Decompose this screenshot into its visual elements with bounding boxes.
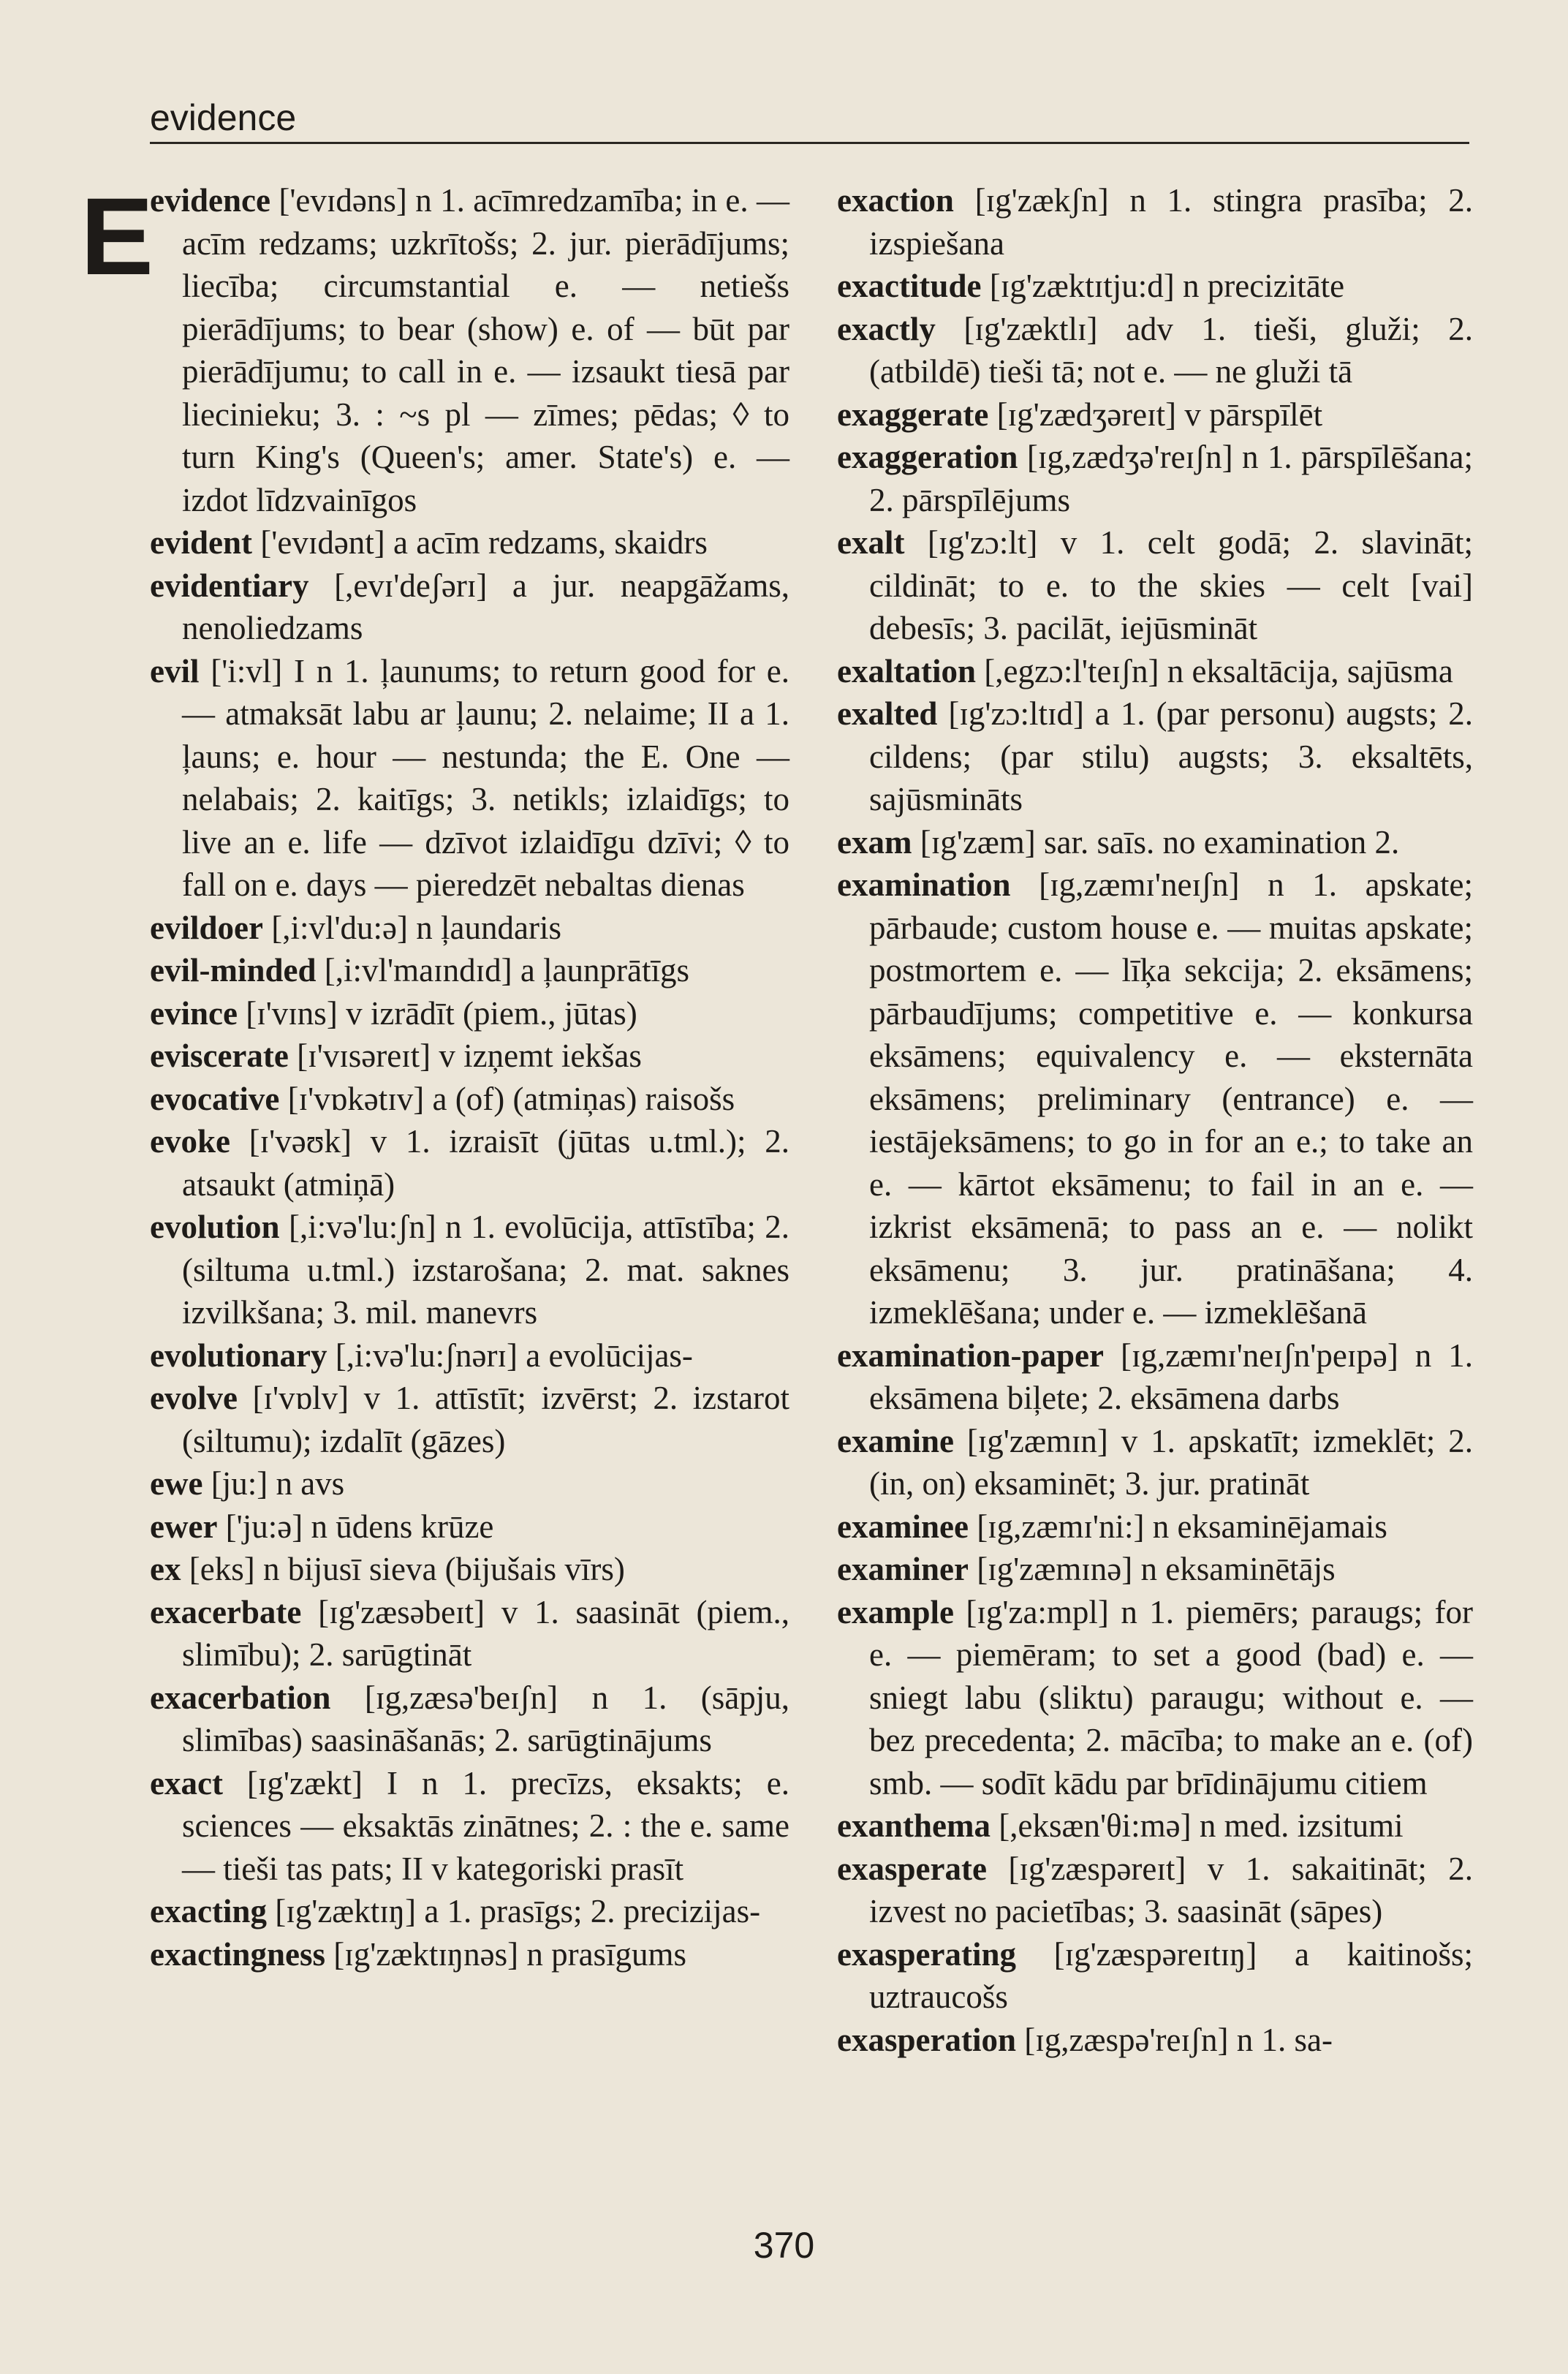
- entry-headword: ex: [150, 1551, 181, 1587]
- dictionary-entry: [837, 2019, 1473, 2062]
- dictionary-entry: [837, 265, 1473, 308]
- entry-pronunciation: [ju:]: [211, 1465, 268, 1502]
- entry-pronunciation: [ɪg'zæktɪŋnəs]: [333, 1935, 519, 1973]
- entry-definition: n 1. sa-: [1236, 2021, 1333, 2058]
- dictionary-entry: [150, 1120, 789, 1206]
- entry-headword: exasperating: [837, 1935, 1016, 1973]
- entry-pronunciation: [ɪg'zækt]: [246, 1764, 363, 1802]
- entry-pronunciation: [ɪg'zɔ:lt]: [927, 524, 1038, 561]
- section-letter: E: [80, 175, 154, 298]
- dictionary-entry: [150, 1591, 789, 1676]
- entry-definition: n eksaltācija, sajūsma: [1167, 652, 1453, 689]
- entry-pronunciation: [ɪg'zæmɪnə]: [977, 1551, 1133, 1587]
- entry-pronunciation: [ɪg'zæm]: [920, 823, 1036, 861]
- entry-definition: n ļaundaris: [416, 909, 561, 946]
- entry-headword: eviscerate: [150, 1037, 289, 1074]
- entry-headword: exacting: [150, 1893, 267, 1929]
- entry-pronunciation: [,i:və'lu:ʃn]: [288, 1209, 436, 1245]
- dictionary-entry: [150, 1505, 789, 1549]
- entry-pronunciation: [ɪg,zæmɪ'neɪʃn'peɪpə]: [1120, 1337, 1398, 1374]
- entry-pronunciation: [ɪ'vɪsəreɪt]: [297, 1037, 431, 1074]
- dictionary-entry: [150, 1078, 789, 1121]
- entry-headword: examination-paper: [837, 1337, 1104, 1374]
- entry-definition: a kaitinošs; uztraucošs: [869, 1935, 1474, 2015]
- entry-pronunciation: [eks]: [189, 1551, 255, 1587]
- right-column: [837, 179, 1473, 2061]
- dictionary-entry: [837, 863, 1473, 1334]
- dictionary-entry: [837, 179, 1473, 265]
- entry-definition: v 1. apskatīt; izmeklēt; 2. (in, on) eksaminēt; 3. jur. pratināt: [869, 1422, 1473, 1502]
- entry-definition: n 1. eksāmena biļete; 2. eksāmena darbs: [869, 1337, 1473, 1416]
- entry-headword: example: [837, 1593, 954, 1630]
- entry-headword: exasperation: [837, 2021, 1016, 2058]
- entry-pronunciation: [ɪg,zæmɪ'neɪʃn]: [1039, 866, 1240, 903]
- entry-pronunciation: [,i:vl'maɪndɪd]: [324, 952, 512, 988]
- entry-headword: evolutionary: [150, 1337, 327, 1374]
- dictionary-entry: [150, 1206, 789, 1334]
- dictionary-entry: [150, 992, 789, 1035]
- dictionary-entry: [837, 1505, 1473, 1549]
- entry-headword: evildoer: [150, 909, 263, 946]
- entry-definition: v 1. sakaitināt; 2. izvest no pacietības; 3. saasināt (sāpes): [869, 1850, 1473, 1929]
- entry-definition: n ūdens krūze: [311, 1508, 494, 1545]
- entry-headword: ewer: [150, 1508, 218, 1545]
- entry-headword: evidence: [150, 182, 270, 219]
- dictionary-entry: [837, 393, 1473, 436]
- entry-headword: exaggerate: [837, 396, 989, 433]
- entry-pronunciation: [ɪg'zæspəreɪtɪŋ]: [1053, 1935, 1257, 1973]
- dictionary-entry: [837, 1334, 1473, 1420]
- entry-headword: exacerbate: [150, 1593, 302, 1630]
- entry-definition: n prasīgums: [526, 1935, 687, 1973]
- entry-pronunciation: [ɪg'zæsəbeɪt]: [318, 1593, 485, 1630]
- entry-headword: evocative: [150, 1080, 280, 1117]
- entry-headword: evil-minded: [150, 952, 317, 988]
- entry-definition: n 1. stingra prasība; 2. izspiešana: [869, 182, 1473, 262]
- dictionary-entry: [150, 1933, 789, 1976]
- dictionary-entry: [150, 1676, 789, 1762]
- entry-definition: a (of) (atmiņas) raisošs: [432, 1080, 735, 1117]
- entry-definition: v 1. izraisīt (jūtas u.tml.); 2. atsaukt (atmiņā): [182, 1123, 789, 1203]
- entry-pronunciation: [ɪ'vɒkətɪv]: [287, 1080, 425, 1117]
- entry-definition: a 1. prasīgs; 2. precizijas-: [424, 1893, 761, 1929]
- entry-pronunciation: [ɪg'zæspəreɪt]: [1008, 1850, 1186, 1887]
- header-guide-word: evidence: [150, 97, 297, 138]
- dictionary-entry: [150, 521, 789, 564]
- entry-headword: exanthema: [837, 1807, 991, 1844]
- dictionary-entry: [150, 1762, 789, 1891]
- entry-definition: v pārspīlēt: [1184, 396, 1323, 433]
- entry-definition: v 1. attīstīt; izvērst; 2. izstarot (siltumu); izdalīt (gāzes): [182, 1380, 790, 1459]
- page-number: 370: [753, 2225, 815, 2266]
- entry-headword: examinee: [837, 1508, 969, 1545]
- entry-pronunciation: [ɪg,zædʒə'reɪʃn]: [1026, 439, 1233, 475]
- entry-definition: a 1. (par personu) augsts; 2. cildens; (par stilu) augsts; 3. eksaltēts, sajūsmināts: [869, 695, 1474, 817]
- dictionary-entry: [837, 1591, 1473, 1805]
- entry-pronunciation: [ɪg'zæktɪtju:d]: [989, 268, 1175, 304]
- entry-pronunciation: [ɪg,zæmɪ'ni:]: [977, 1508, 1145, 1545]
- entry-definition: n med. izsitumi: [1199, 1807, 1404, 1844]
- entry-pronunciation: [,eksæn'θi:mə]: [999, 1807, 1192, 1844]
- entry-headword: exacerbation: [150, 1679, 331, 1716]
- entry-definition: v 1. celt godā; 2. slavināt; cildināt; to e. to the skies — celt [vai] debesīs; 3. pacilāt, iejūsmināt: [869, 524, 1474, 646]
- dictionary-entry: [150, 650, 789, 907]
- entry-headword: examiner: [837, 1551, 969, 1587]
- entry-headword: evolution: [150, 1209, 280, 1245]
- entry-pronunciation: ['evɪdənt]: [260, 524, 385, 561]
- entry-definition: n 1. apskate; pārbaude; custom house e. — muitas apskate; postmortem e. — līķa sekcija; 2. eksāmens; pārbaudījums; competitive e. — konkursa eksāmens; equivalency e. — eksternāta eksāmens; preliminary (entrance) e. — iestājeksāmens; to go in for an e.; to take an e. — kārtot eksāmenu; to fail in an e. — izkrist eksāmenā; to pass an e. — nolikt eksāmenu; 3. jur. pratināšana; 4. izmeklēšana; under e. — izmeklēšanā: [869, 866, 1473, 1331]
- entry-pronunciation: [ɪg,zæspə'reɪʃn]: [1024, 2021, 1229, 2058]
- entry-definition: n 1. acīmredzamība; in e. — acīm redzams; uzkrītošs; 2. jur. pierādījums; liecība; circumstantial e. — netiešs pierādījums; to bear (show) e. of — būt par pierādījumu; to call in e. — izsaukt tiesā par liecinieku; 3. : ~s pl — zīmes; pēdas; ◊ to turn King's (Queen's; amer. State's) e. — izdot līdzvainīgos: [182, 182, 790, 518]
- entry-definition: a ļaunprātīgs: [520, 952, 690, 988]
- entry-definition: adv 1. tieši, gluži; 2. (atbildē) tieši tā; not e. — ne gluži tā: [869, 310, 1474, 390]
- dictionary-entry: [150, 949, 789, 992]
- entry-definition: sar. saīs. no examination 2.: [1044, 823, 1400, 861]
- entry-headword: exaggeration: [837, 439, 1018, 475]
- entry-headword: exaction: [837, 182, 954, 219]
- dictionary-entry: [150, 179, 789, 521]
- dictionary-entry: [837, 308, 1473, 393]
- dictionary-entry: [837, 1933, 1473, 2019]
- dictionary-entry: [837, 1420, 1473, 1505]
- entry-definition: n 1. pārspīlēšana; 2. pārspīlējums: [869, 439, 1473, 518]
- dictionary-entry: [150, 1377, 789, 1462]
- entry-pronunciation: [ɪ'vɒlv]: [252, 1380, 349, 1416]
- entry-headword: exasperate: [837, 1850, 987, 1887]
- dictionary-entry: [837, 650, 1473, 693]
- dictionary-entry: [150, 564, 789, 650]
- entry-pronunciation: [ɪ'vəʊk]: [249, 1123, 352, 1160]
- entry-pronunciation: [,evɪ'deʃərɪ]: [334, 567, 488, 604]
- entry-headword: exactingness: [150, 1935, 325, 1973]
- dictionary-entry: [837, 436, 1473, 521]
- entry-definition: n 1. evolūcija, attīstība; 2. (siltuma u.tml.) izstarošana; 2. mat. saknes izvilkšana; 3. mil. manevrs: [182, 1209, 789, 1331]
- entry-headword: evil: [150, 652, 200, 689]
- entry-pronunciation: ['evɪdəns]: [279, 182, 407, 219]
- entry-headword: evince: [150, 994, 238, 1032]
- entry-definition: n avs: [276, 1465, 345, 1502]
- entry-headword: ewe: [150, 1465, 203, 1502]
- entry-pronunciation: [ɪg'za:mpl]: [966, 1593, 1109, 1630]
- entry-pronunciation: ['i:vl]: [211, 652, 283, 689]
- dictionary-entry: [837, 1548, 1473, 1591]
- entry-headword: exalt: [837, 524, 905, 561]
- dictionary-entry: [150, 1462, 789, 1505]
- entry-definition: I n 1. ļaunums; to return good for e. — atmaksāt labu ar ļaunu; 2. nelaime; II a 1. ļauns; e. hour — nestunda; the E. One — nelabais; 2. kaitīgs; 3. netikls; izlaidīgs; to live an e. life — dzīvot izlaidīgu dzīvi; ◊ to fall on e. days — pieredzēt nebaltas dienas: [182, 652, 790, 903]
- entry-definition: v 1. saasināt (piem., slimību); 2. sarūgtināt: [182, 1593, 790, 1673]
- entry-headword: examination: [837, 866, 1011, 903]
- dictionary-entry: [150, 1890, 789, 1933]
- entry-headword: evidentiary: [150, 567, 309, 604]
- entry-pronunciation: [,i:və'lu:ʃnərɪ]: [335, 1337, 518, 1374]
- entry-headword: exactitude: [837, 268, 982, 304]
- entry-headword: exact: [150, 1764, 223, 1802]
- entry-headword: evident: [150, 524, 252, 561]
- entry-definition: a acīm redzams, skaidrs: [393, 524, 708, 561]
- entry-headword: exaltation: [837, 652, 976, 689]
- entry-definition: a jur. neapgāžams, nenoliedzams: [182, 567, 789, 646]
- left-column: [150, 179, 789, 1976]
- entry-headword: evoke: [150, 1123, 230, 1160]
- entry-definition: n eksaminētājs: [1140, 1551, 1336, 1587]
- entry-pronunciation: [ɪg'zæktlɪ]: [963, 310, 1098, 347]
- entry-pronunciation: [ɪ'vɪns]: [246, 994, 338, 1032]
- dictionary-entry: [837, 1804, 1473, 1848]
- entry-definition: n precizitāte: [1183, 268, 1345, 304]
- entry-pronunciation: [ɪg'zækʃn]: [974, 182, 1109, 219]
- entry-pronunciation: [ɪg'zædʒəreɪt]: [996, 396, 1177, 433]
- dictionary-entry: [837, 1848, 1473, 1933]
- entry-definition: v izrādīt (piem., jūtas): [346, 994, 637, 1032]
- entry-pronunciation: [ɪg'zɔ:ltɪd]: [948, 695, 1084, 732]
- entry-headword: examine: [837, 1422, 954, 1459]
- entry-pronunciation: [,egzɔ:l'teɪʃn]: [984, 652, 1159, 689]
- dictionary-entry: [150, 1334, 789, 1377]
- entry-definition: n 1. (sāpju, slimības) saasināšanās; 2. sarūgtinājums: [182, 1679, 789, 1758]
- entry-pronunciation: ['ju:ə]: [225, 1508, 303, 1545]
- entry-headword: exactly: [837, 310, 936, 347]
- entry-definition: n eksaminējamais: [1152, 1508, 1387, 1545]
- entry-definition: v izņemt iekšas: [439, 1037, 642, 1074]
- dictionary-entry: [837, 692, 1473, 821]
- entry-pronunciation: [ɪg'zæktɪŋ]: [275, 1893, 417, 1929]
- entry-definition: I n 1. precīzs, eksakts; e. sciences — eksaktās zinātnes; 2. : the e. same — tieši tas pats; II v kategoriski prasīt: [182, 1764, 789, 1887]
- entry-definition: n bijusī sieva (bijušais vīrs): [262, 1551, 625, 1587]
- entry-pronunciation: [,i:vl'du:ə]: [271, 909, 409, 946]
- entry-pronunciation: [ɪg,zæsə'beɪʃn]: [364, 1679, 558, 1716]
- entry-headword: exalted: [837, 695, 938, 732]
- entry-definition: a evolūcijas-: [526, 1337, 693, 1374]
- entry-pronunciation: [ɪg'zæmɪn]: [966, 1422, 1108, 1459]
- dictionary-entry: [837, 521, 1473, 650]
- dictionary-entry: [150, 1548, 789, 1591]
- dictionary-entry: [150, 1035, 789, 1078]
- dictionary-entry: [837, 821, 1473, 864]
- dictionary-entry: [150, 907, 789, 950]
- entry-headword: exam: [837, 823, 912, 861]
- entry-headword: evolve: [150, 1380, 238, 1416]
- running-header: [150, 94, 1469, 144]
- entry-definition: n 1. piemērs; paraugs; for e. — piemēram; to set a good (bad) e. — sniegt labu (sliktu) paraugu; without e. — bez precedenta; 2. mācība; to make an e. (of) smb. — sodīt kādu par brīdinājumu citiem: [869, 1593, 1474, 1802]
